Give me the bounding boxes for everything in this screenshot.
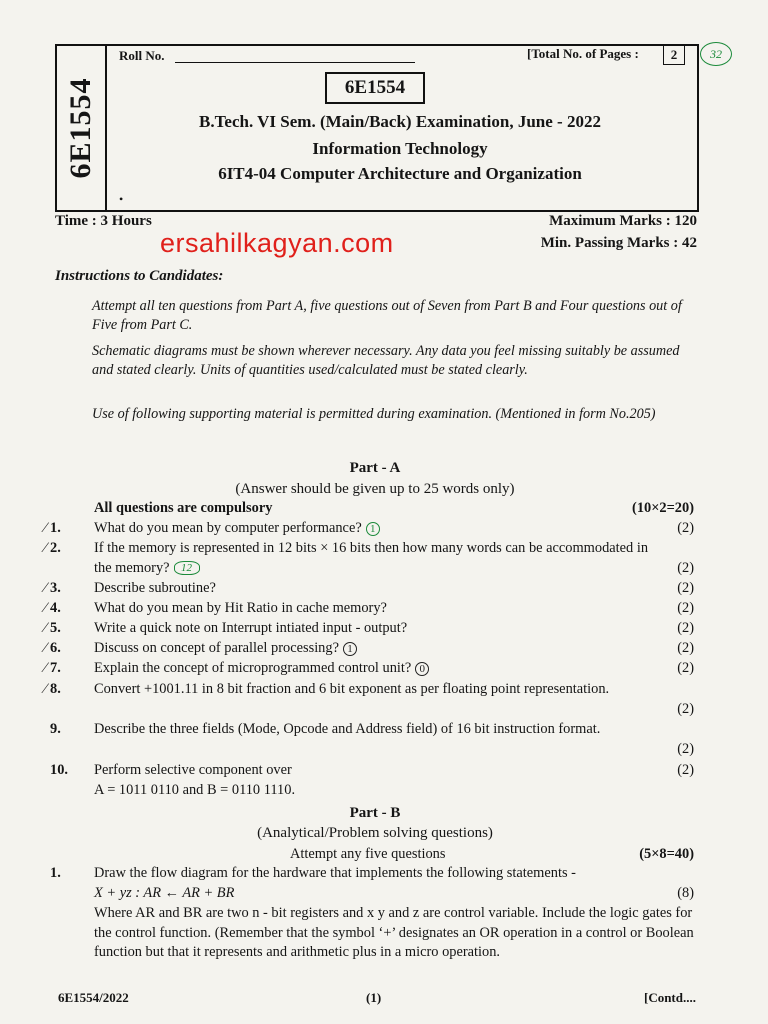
tick-mark: ⁄ bbox=[44, 580, 47, 596]
part-b-subtitle: (Analytical/Problem solving questions) bbox=[257, 825, 493, 841]
part-b-total: (5×8=40) bbox=[639, 846, 694, 862]
question-number: 5. bbox=[50, 620, 61, 636]
question-a2 bbox=[44, 539, 698, 579]
question-marks: (2) bbox=[677, 580, 694, 596]
question-text-body: Where AR and BR are two n - bit registers and x y and z are control variable. Include the logic gates for the control function. (Remember that the symbol ‘+’ designates an OR operation in a control or Boolean function but that it represents and arithmetic plus in a micro operation. bbox=[94, 905, 694, 960]
watermark-text: ersahilkagyan.com bbox=[160, 228, 394, 258]
subject-title: 6IT4-04 Computer Architecture and Organization bbox=[218, 164, 582, 183]
question-number: 7. bbox=[50, 660, 61, 676]
total-pages-value: 2 bbox=[663, 45, 685, 65]
question-text: Write a quick note on Interrupt intiated input - output? bbox=[94, 620, 408, 636]
question-text-line2: A = 1011 0110 and B = 0110 1110. bbox=[94, 782, 296, 798]
question-number: 10. bbox=[50, 762, 68, 778]
question-number: 8. bbox=[50, 681, 61, 697]
maximum-marks: Maximum Marks : 120 bbox=[549, 213, 697, 229]
instructions-title: Instructions to Candidates: bbox=[55, 268, 224, 284]
side-paper-code-text: 6E1554 bbox=[64, 77, 97, 179]
tick-mark: ⁄ bbox=[44, 520, 47, 536]
time-allowed: Time : 3 Hours bbox=[55, 213, 152, 229]
question-text: What do you mean by Hit Ratio in cache memory? bbox=[94, 600, 387, 616]
question-marks: (2) bbox=[677, 741, 694, 757]
part-a-title: Part - A bbox=[349, 460, 401, 476]
handwritten-note: 1 bbox=[366, 522, 380, 536]
question-marks: (2) bbox=[677, 701, 694, 717]
handwritten-note: 12 bbox=[174, 561, 200, 575]
question-marks: (2) bbox=[677, 660, 694, 676]
tick-mark: ⁄ bbox=[44, 640, 47, 656]
question-text: Describe subroutine? bbox=[94, 580, 216, 596]
tick-mark: ⁄ bbox=[44, 620, 47, 636]
footer-paper-code: 6E1554/2022 bbox=[58, 990, 129, 1005]
question-marks: (2) bbox=[677, 520, 694, 536]
question-number: 3. bbox=[50, 580, 61, 596]
question-text: Explain the concept of microprogrammed control unit? bbox=[94, 660, 412, 676]
question-text: What do you mean by computer performance? bbox=[94, 520, 362, 536]
min-passing-marks: Min. Passing Marks : 42 bbox=[540, 235, 697, 251]
handwritten-note: 0 bbox=[415, 662, 429, 676]
total-pages-label: [Total No. of Pages : bbox=[527, 46, 639, 61]
part-b-instruction: Attempt any five questions bbox=[290, 846, 446, 862]
question-b1 bbox=[50, 864, 698, 984]
question-number: 6. bbox=[50, 640, 61, 656]
roll-no-label: Roll No. bbox=[119, 48, 165, 63]
question-text: Perform selective component over bbox=[94, 762, 292, 778]
question-marks: (8) bbox=[677, 885, 694, 901]
question-number: 2. bbox=[50, 540, 61, 556]
tick-mark: ⁄ bbox=[44, 681, 47, 697]
footer-page-number: (1) bbox=[366, 990, 382, 1005]
question-number: 9. bbox=[50, 721, 61, 737]
question-text: If the memory is represented in 12 bits × 16 bits then how many words can be accommodated in the memory? bbox=[94, 540, 649, 576]
part-b-title: Part - B bbox=[349, 805, 401, 821]
instruction-2: Schematic diagrams must be shown wherever necessary. Any data you feel missing suitably be assumed and stated clearly. Units of quantities used/calculated must be stated clearly. bbox=[92, 343, 680, 378]
roll-no-line bbox=[175, 62, 415, 63]
question-number: 1. bbox=[50, 865, 61, 881]
handwritten-mark: 32 bbox=[700, 42, 732, 66]
micro-operation-statement: X + yz : AR ← AR + BR bbox=[94, 885, 235, 901]
part-a-instruction: All questions are compulsory bbox=[94, 500, 273, 516]
question-marks: (2) bbox=[677, 620, 694, 636]
question-a10 bbox=[50, 761, 698, 801]
exam-title: B.Tech. VI Sem. (Main/Back) Examination, June - 2022 bbox=[199, 112, 601, 131]
question-a9 bbox=[50, 720, 698, 760]
footer-continued: [Contd.... bbox=[643, 990, 696, 1005]
tick-mark: ⁄ bbox=[44, 660, 47, 676]
question-text: Describe the three fields (Mode, Opcode and Address field) of 16 bit instruction format. bbox=[94, 721, 601, 737]
question-marks: (2) bbox=[677, 640, 694, 656]
instruction-1: Attempt all ten questions from Part A, five questions out of Seven from Part B and Four questions out of Five from Part C. bbox=[92, 298, 682, 333]
question-marks: (2) bbox=[677, 762, 694, 778]
part-a-total: (10×2=20) bbox=[632, 500, 694, 516]
part-a-subtitle: (Answer should be given up to 25 words only) bbox=[235, 481, 515, 497]
question-marks: (2) bbox=[677, 600, 694, 616]
paper-code: 6E1554 bbox=[325, 72, 425, 104]
handwritten-note: 1 bbox=[343, 642, 357, 656]
question-text: Draw the flow diagram for the hardware that implements the following statements - bbox=[94, 865, 576, 881]
question-number: 1. bbox=[50, 520, 61, 536]
question-number: 4. bbox=[50, 600, 61, 616]
ink-dot: • bbox=[119, 192, 124, 206]
branch-name: Information Technology bbox=[312, 139, 488, 158]
question-marks: (2) bbox=[677, 560, 694, 576]
question-a8 bbox=[44, 680, 698, 720]
tick-mark: ⁄ bbox=[44, 600, 47, 616]
instruction-3: Use of following supporting material is permitted during examination. (Mentioned in form No.205) bbox=[92, 406, 656, 422]
tick-mark: ⁄ bbox=[44, 540, 47, 556]
header-box bbox=[55, 44, 722, 212]
question-text: Convert +1001.11 in 8 bit fraction and 6 bit exponent as per floating point representation. bbox=[94, 681, 610, 697]
question-text: Discuss on concept of parallel processing? bbox=[94, 640, 339, 656]
side-paper-code bbox=[57, 46, 107, 210]
